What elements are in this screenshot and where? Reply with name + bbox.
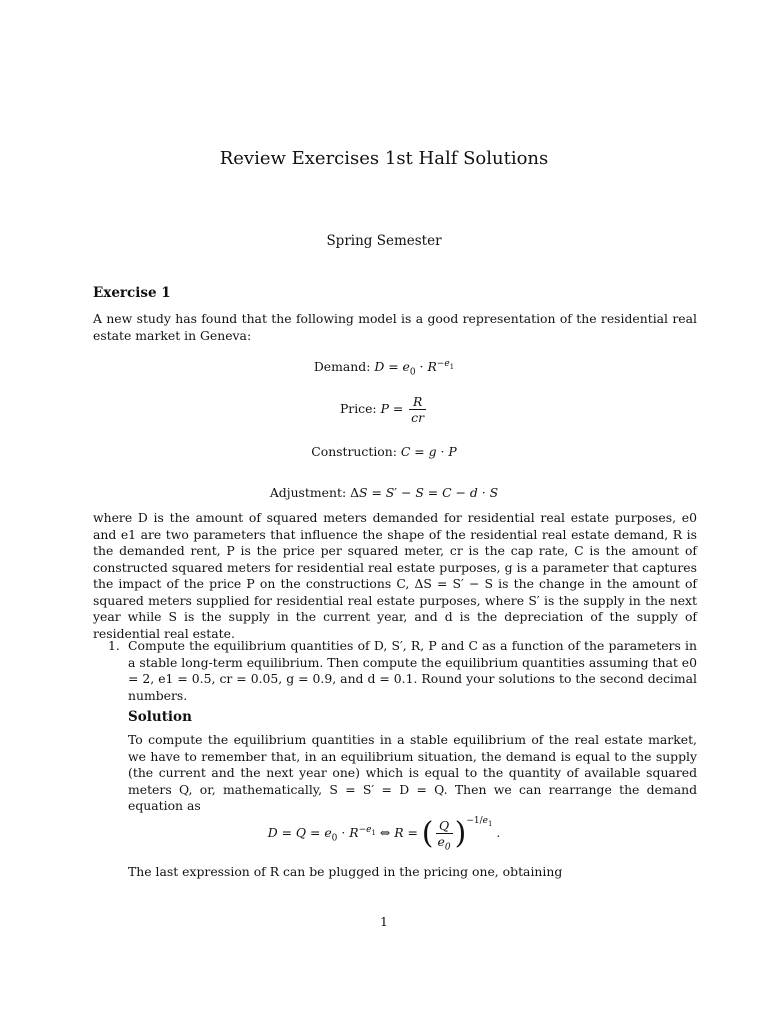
solution-paragraph: To compute the equilibrium quantities in a stable equilibrium of the real estate market, we have to remember that, in an equilibrium situation, the demand is equal to the supply (the current and the next year one) which is equal to the quantity of available squared meters Q, or, mathematically, S = S′ = D = Q. Then we can rearrange the demand equation as <box>128 732 697 813</box>
closing-sentence: The last expression of R can be plugged in the pricing one, obtaining <box>128 864 563 879</box>
price-equation: Price: P = $\frac{R}{cr}$ <box>339 394 425 425</box>
construction-label: Construction: <box>311 444 397 459</box>
adjustment-label: Adjustment: <box>269 485 347 500</box>
solution-heading: Solution <box>128 709 192 725</box>
question-number: 1. <box>108 638 120 653</box>
price-label: Price: <box>339 401 377 416</box>
demand-label: Demand: <box>313 359 371 374</box>
exercise-heading: Exercise 1 <box>93 285 171 301</box>
rearranged-demand-equation: $D = Q = e_0 \cdot R^{-e_1}$ ⇔ R = ( $\frac{Q}{e_0}$ )$^{-1/e_1}$ . <box>267 816 501 853</box>
page-subtitle: Spring Semester <box>326 233 442 249</box>
construction-equation: Construction: C = g · P <box>311 444 457 459</box>
page-number: 1 <box>380 914 388 929</box>
question-text: Compute the equilibrium quantities of D, S′, R, P and C as a function of the parameters in a stable long-term equilibrium. Then compute the equilibrium quantities assuming that e0 = 2, e1 = 0.5, cr = 0.05, g = 0.9, and d = 0.1. Round your solutions to the second decimal numbers. <box>128 638 697 703</box>
adjustment-equation: Adjustment: ΔS = S′ − S = C − d · S <box>269 485 499 500</box>
intro-paragraph: A new study has found that the following model is a good representation of the residential real estate market in Geneva: <box>93 311 697 343</box>
definitions-paragraph: where D is the amount of squared meters demanded for residential real estate purposes, e0 and e1 are two parameters that influence the shape of the residential real estate demand, R is the demanded rent, P is the price per squared meter, cr is the cap rate, C is the amount of constructed squared meters for residential real estate purposes, g is a parameter that captures the impact of the price P on the constructions C, ΔS = S′ − S is the change in the amount of squared meters supplied for residential real estate purposes, where S′ is the supply in the next year while S is the supply in the current year, and d is the depreciation of the supply of residential real estate. <box>93 510 697 641</box>
demand-equation: Demand: $D = e_0 \cdot R^{-e_1}$ <box>313 358 455 378</box>
page-title: Review Exercises 1st Half Solutions <box>219 148 549 169</box>
